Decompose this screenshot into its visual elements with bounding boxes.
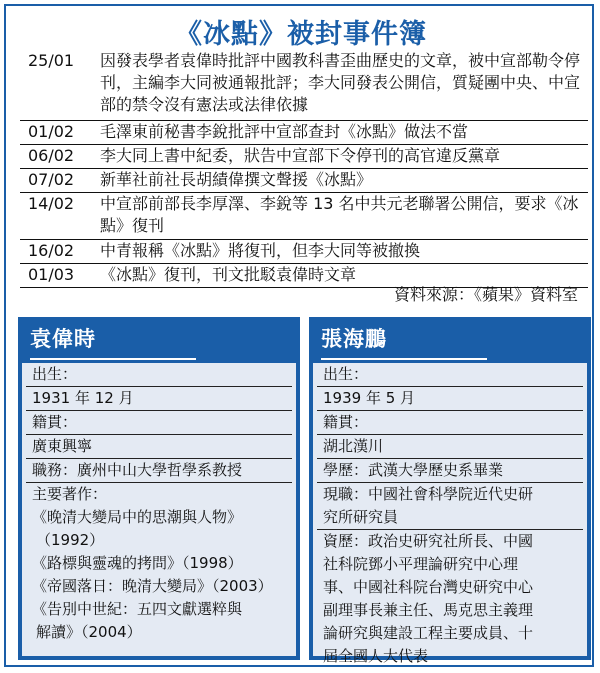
event-text: 新華社前社長胡績偉撰文聲援《冰點》 (100, 170, 373, 189)
profile-name: 張海鵬 (321, 327, 387, 351)
event-text: 李大同上書中紀委，狀告中宣部下令停刊的高官違反黨章 (100, 146, 501, 165)
career-line: 事、中國社科院台灣史研究中心 (323, 578, 534, 596)
birth-value: 1939 年 5 月 (317, 387, 583, 411)
source-credit: 資料來源：《蘋果》資料室 (393, 285, 578, 304)
timeline-row (20, 145, 588, 169)
name-underline (30, 358, 196, 360)
origin-label: 籍貫： (26, 411, 292, 435)
works-line: 《帝國落日：晚清大變局》（2003） (32, 577, 273, 595)
profile-body (22, 363, 296, 656)
works-label: 主要著作： (32, 485, 108, 503)
birth-value: 1931 年 12 月 (26, 387, 292, 411)
position-value: 職務：廣州中山大學哲學系教授 (26, 459, 292, 483)
birth-label: 出生： (26, 363, 292, 387)
event-text: 毛澤東前秘書李銳批評中宣部查封《冰點》做法不當 (100, 122, 469, 141)
works-line: 《告別中世紀：五四文獻選粹與 (32, 600, 243, 618)
timeline-row (20, 240, 588, 264)
infobox-frame (4, 4, 594, 667)
event-date: 16/02 (28, 241, 75, 260)
profile-body (313, 363, 587, 665)
event-date: 01/02 (28, 122, 75, 141)
birth-label: 出生： (317, 363, 583, 387)
works-line: （1992） (36, 531, 105, 549)
event-text: 中青報稱《冰點》將復刊，但李大同等被撤換 (100, 241, 421, 260)
career-line: 副理事長兼主任、馬克思主義理 (323, 601, 534, 619)
event-date: 01/03 (28, 265, 75, 284)
event-date: 25/01 (28, 51, 75, 70)
event-text: 因發表學者袁偉時批評中國教科書歪曲歷史的文章，被中宣部勒令停刊，主編李大同被通報批評；李大同發表公開信，質疑團中央、中宣部的禁令沒有憲法或法律依據 (100, 51, 581, 114)
works-line: 《路標與靈魂的拷問》（1998） (32, 554, 243, 572)
name-underline (321, 358, 487, 360)
event-date: 06/02 (28, 146, 75, 165)
event-date: 07/02 (28, 170, 75, 189)
origin-value: 廣東興寧 (26, 435, 292, 459)
event-date: 14/02 (28, 194, 75, 213)
timeline-row (20, 121, 588, 145)
career-line: 資歷：政治史研究社所長、中國 (323, 532, 534, 550)
origin-label: 籍貫： (317, 411, 583, 435)
profile-panel-yuan (18, 317, 300, 660)
works-line: 解讀》（2004） (36, 623, 142, 641)
event-text: 《冰點》復刊，刊文批駁袁偉時文章 (100, 265, 357, 284)
timeline-row (20, 50, 588, 121)
event-text: 中宣部前部長李厚澤、李銳等 13 名中共元老聯署公開信，要求《冰點》復刊 (100, 194, 579, 235)
current-line: 究所研究員 (317, 506, 583, 530)
education-value: 學歷：武漢大學歷史系畢業 (317, 459, 583, 483)
origin-value: 湖北漢川 (317, 435, 583, 459)
profile-panel-zhang (309, 317, 591, 665)
profile-name: 袁偉時 (30, 327, 96, 351)
event-timeline (20, 50, 588, 288)
career-line: 論研究與建設工程主要成員、十 (323, 624, 534, 642)
timeline-row (20, 193, 588, 240)
career-line: 社科院鄧小平理論研究中心理 (323, 555, 519, 573)
timeline-row (20, 169, 588, 193)
works-line: 《晚清大變局中的思潮與人物》 (32, 508, 243, 526)
page-title: 《冰點》被封事件簿 (175, 19, 427, 50)
current-line: 現職：中國社會科學院近代史研 (323, 485, 534, 503)
career-line: 屆全國人大代表 (323, 647, 429, 665)
